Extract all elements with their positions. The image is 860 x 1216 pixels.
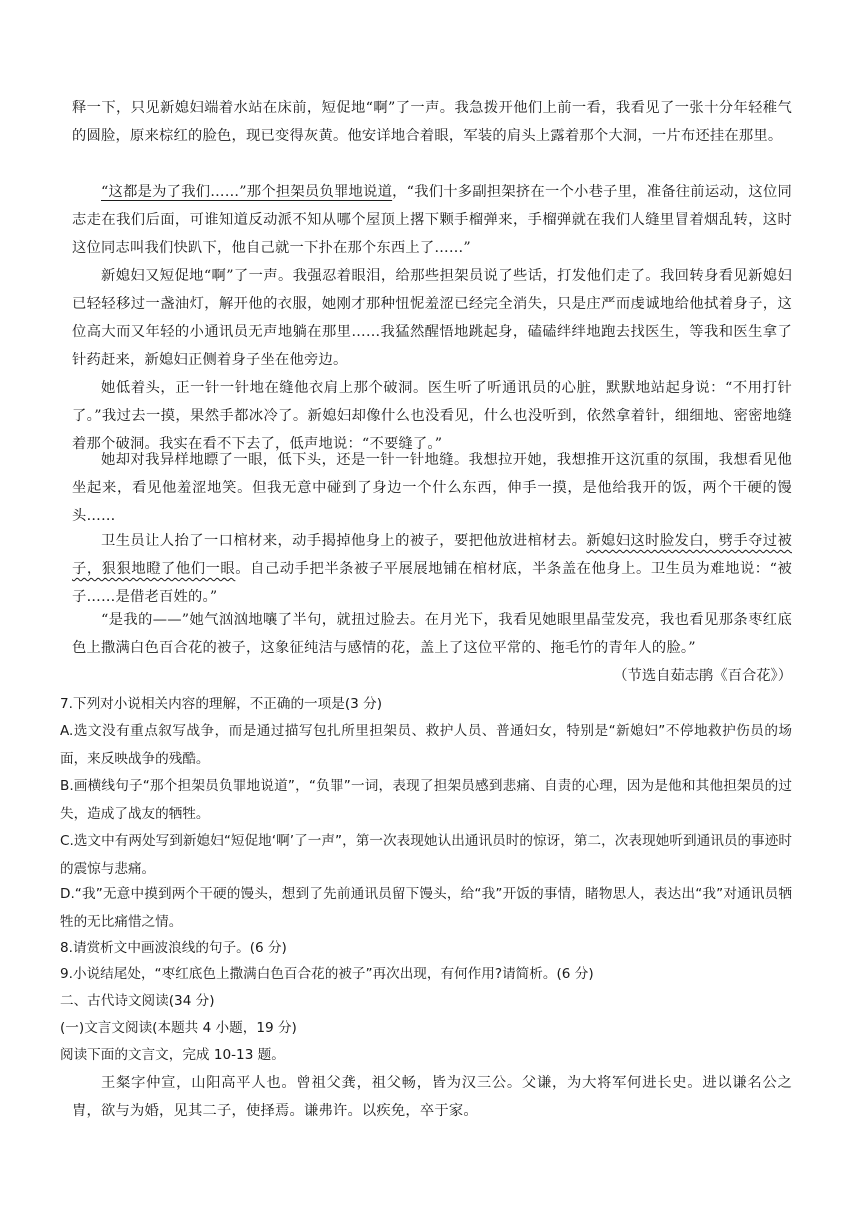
passage-paragraph-6: [72, 527, 792, 611]
wavy-underlined-sentence: 新媳妇这时脸发白，劈手夺过被子，狠狠地瞪了他们一眼: [72, 533, 792, 577]
classical-chinese-passage: 王粲字仲宣，山阳高平人也。曾祖父龚，祖父畅，皆为汉三公。父谦，为大将军何进长史。进以谦名公之胄，欲与为婚，见其二子，使择焉。谦弗许。以疾免，卒于家。: [72, 1075, 792, 1119]
passage-paragraph-3: 新媳妇又短促地“啊”了一声。我强忍着眼泪，给那些担架员说了些话，打发他们走了。我回转身看见新媳妇已轻轻移过一盏油灯，解开他的衣服，她刚才那种忸怩羞涩已经完全消失，只是庄严而虔诚地给他拭着身子，这位高大而又年轻的小通讯员无声地躺在那里……我猛然醒悟地跳起身，磕磕绊绊地跑去找医生，等我和医生拿了针药赶来，新媳妇正侧着身子坐在他旁边。: [72, 268, 792, 368]
question-7-option-c: C.选文中有两处写到新媳妇“短促地‘啊’了一声”，第一次表现她认出通讯员时的惊讶，第二，次表现她听到通讯员的事迹时的震惊与悲痛。: [60, 833, 792, 877]
passage-paragraph-4: 她低着头，正一针一针地在缝他衣肩上那个破洞。医生听了听通讯员的心脏，默默地站起身说：“不用打针了。”我过去一摸，果然手都冰冷了。新媳妇却像什么也没看见，什么也没听到，依然拿着针，细细地、密密地缝着那个破洞。我实在看不下去了，低声地说：“不要缝了。”: [72, 380, 792, 452]
question-7-option-d: D.“我”无意中摸到两个干硬的馒头，想到了先前通讯员留下馒头，给“我”开饭的事情，睹物思人，表达出“我”对通讯员牺牲的无比痛惜之情。: [60, 886, 792, 930]
reading-instruction: 阅读下面的文言文，完成 10-13 题。: [60, 1047, 285, 1063]
question-7: 7.下列对小说相关内容的理解，不正确的一项是(3 分): [60, 696, 383, 712]
paragraph-6-end: 。自己动手把半条被子平展展地铺在棺材底，半条盖在他身上。卫生员为难地说：“被子……是借老百姓的。”: [72, 561, 792, 605]
underlined-sentence: “这都是为了我们……”那个担架员负罪地说道: [101, 184, 393, 200]
section-heading: 二、古代诗文阅读(34 分): [60, 993, 215, 1009]
question-9: 9.小说结尾处，“枣红底色上撒满白色百合花的被子”再次出现，有何作用?请简析。(6 分): [60, 966, 594, 982]
question-7-option-a: A.选文没有重点叙写战争，而是通过描写包扎所里担架员、救护人员、普通妇女，特别是“新媳妇”不停地救护伤员的场面，来反映战争的残酷。: [60, 723, 792, 767]
subsection-heading: (一)文言文阅读(本题共 4 小题，19 分): [60, 1020, 297, 1036]
source-citation: （节选自茹志鹃《百合花》）: [613, 668, 792, 684]
passage-paragraph-2: [72, 178, 792, 262]
passage-paragraph-1: 释一下，只见新媳妇端着水站在床前，短促地“啊”了一声。我急拨开他们上前一看，我看见了一张十分年轻稚气的圆脸，原来棕红的脸色，现已变得灰黄。他安详地合着眼，军装的肩头上露着那个大洞，一片布还挂在那里。: [72, 100, 792, 144]
paragraph-6-start: 卫生员让人抬了一口棺材来，动手揭掉他身上的被子，要把他放进棺材去。: [101, 533, 587, 549]
passage-paragraph-5: 她却对我异样地瞟了一眼，低下头，还是一针一针地缝。我想拉开她，我想推开这沉重的氛围，我想看见他坐起来，看见他羞涩地笑。但我无意中碰到了身边一个什么东西，伸手一摸，是他给我开的饭，两个干硬的馒头……: [72, 452, 792, 524]
paragraph-2-rest: ，“我们十多副担架挤在一个小巷子里，准备往前运动，这位同志走在我们后面，可谁知道反动派不知从哪个屋顶上撂下颗手榴弹来，手榴弹就在我们人缝里冒着烟乱转，这时这位同志叫我们快趴下，他自己就一下扑在那个东西上了……”: [72, 184, 792, 256]
question-8: 8.请赏析文中画波浪线的句子。(6 分): [60, 940, 287, 956]
question-7-option-b: B.画横线句子“那个担架员负罪地说道”，“负罪”一词，表现了担架员感到悲痛、自责的心理，因为是他和其他担架员的过失，造成了战友的牺牲。: [60, 778, 792, 822]
passage-paragraph-7: “是我的——”她气汹汹地嚷了半句，就扭过脸去。在月光下，我看见她眼里晶莹发亮，我也看见那条枣红底色上撒满白色百合花的被子，这象征纯洁与感情的花，盖上了这位平常的、拖毛竹的青年人的脸。”: [72, 612, 792, 656]
